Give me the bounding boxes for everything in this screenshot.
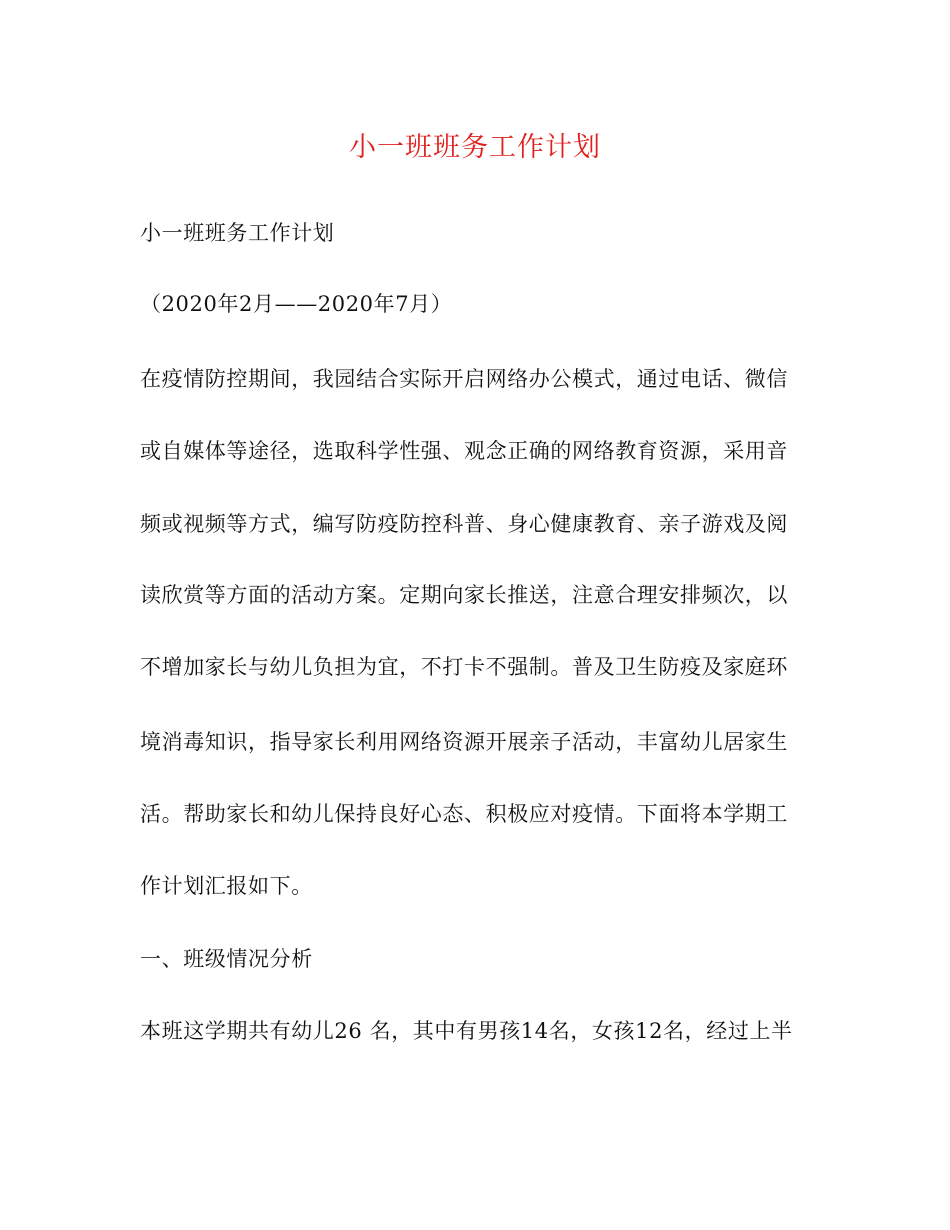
paragraph-line: 作计划汇报如下。 <box>140 874 313 898</box>
paragraph-line: 读欣赏等方面的活动方案。定期向家长推送，注意合理安排频次，以 <box>140 583 788 607</box>
paragraph-line: 境消毒知识，指导家长利用网络资源开展亲子活动，丰富幼儿居家生 <box>140 730 788 754</box>
paragraph-line: 在疫情防控期间，我园结合实际开启网络办公模式，通过电话、微信 <box>140 367 788 391</box>
paragraph-line: 本班这学期共有幼儿26 名，其中有男孩14名，女孩12名，经过上半 <box>140 1019 793 1043</box>
section-heading: 一、班级情况分析 <box>140 947 313 971</box>
document-title: 小一班班务工作计划 <box>349 132 601 163</box>
paragraph-line: 不增加家长与幼儿负担为宜，不打卡不强制。普及卫生防疫及家庭环 <box>140 655 788 679</box>
paragraph-line: 活。帮助家长和幼儿保持良好心态、积极应对疫情。下面将本学期工 <box>140 802 788 826</box>
date-range-line: （2020年2月——2020年7月） <box>140 292 453 316</box>
paragraph-line: 频或视频等方式，编写防疫防控科普、身心健康教育、亲子游戏及阅 <box>140 512 788 536</box>
subtitle-line: 小一班班务工作计划 <box>140 221 335 245</box>
paragraph-line: 或自媒体等途径，选取科学性强、观念正确的网络教育资源，采用音 <box>140 439 788 463</box>
